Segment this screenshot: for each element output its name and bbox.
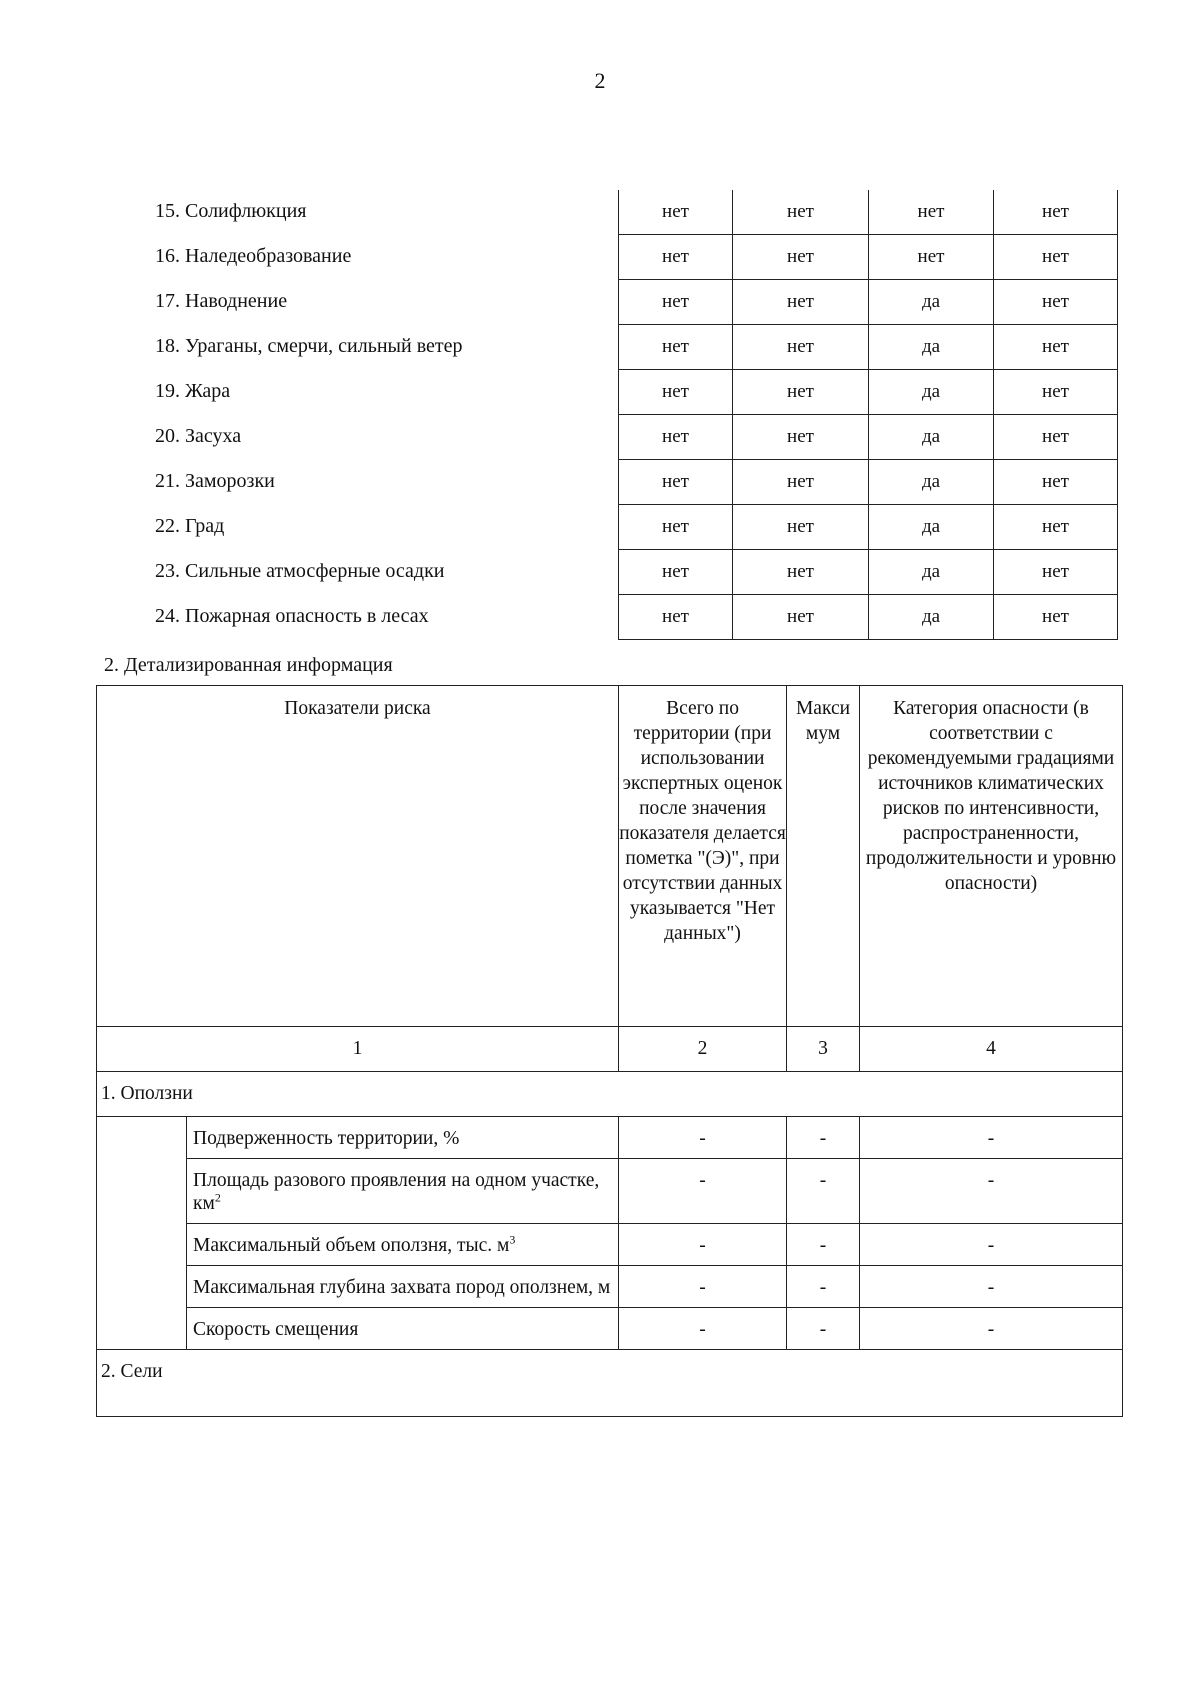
hazard-label: 19. Жара [155, 380, 231, 402]
indicator-label [187, 1266, 619, 1308]
hazard-value-cell: нет [733, 280, 869, 325]
hazard-row [0, 460, 1200, 505]
hazard-value-cell: да [869, 550, 994, 595]
hazard-row [0, 190, 1200, 235]
hazard-label: 15. Солифлюкция [155, 200, 307, 222]
hazard-values [618, 505, 1118, 550]
indicator-value: - [860, 1159, 1123, 1224]
hazard-value-cell: нет [994, 550, 1118, 595]
hazard-value-cell: нет [619, 505, 733, 550]
group-title: 1. Оползни [97, 1072, 1123, 1117]
hazard-row [0, 370, 1200, 415]
hazard-label: 21. Заморозки [155, 470, 275, 492]
hazard-value-cell: нет [619, 280, 733, 325]
hazard-value-cell: нет [733, 325, 869, 370]
indicator-value: - [860, 1117, 1123, 1159]
hazard-list [0, 190, 1200, 640]
hazard-row [0, 325, 1200, 370]
header-risk-indicators: Показатели риска [97, 686, 619, 1027]
hazard-value-cell: нет [733, 550, 869, 595]
hazard-value-cell: нет [733, 370, 869, 415]
indicator-value: - [787, 1266, 860, 1308]
hazard-row [0, 415, 1200, 460]
hazard-values [618, 190, 1118, 235]
hazard-value-cell: нет [619, 415, 733, 460]
hazard-value-cell: нет [994, 595, 1118, 640]
indicator-label [187, 1224, 619, 1266]
hazard-value-cell: нет [619, 595, 733, 640]
indicator-value: - [619, 1308, 787, 1350]
hazard-value-cell: нет [733, 235, 869, 280]
header-total-territory: Всего по территории (при использовании экспертных оценок после значения показателя делается пометка "(Э)", при отсутствии данных указывается "Нет данных") [619, 686, 787, 1027]
indicator-row [97, 1117, 1123, 1159]
indicator-value: - [787, 1224, 860, 1266]
hazard-value-cell: нет [733, 505, 869, 550]
indent-cell [97, 1117, 187, 1350]
hazard-value-cell: нет [733, 190, 869, 235]
hazard-value-cell: нет [994, 235, 1118, 280]
hazard-values [618, 415, 1118, 460]
indicator-value: - [787, 1117, 860, 1159]
header-hazard-category: Категория опасности (в соответствии с рекомендуемыми градациями источников климатических рисков по интенсивности, распространенности, продолжительности и уровню опасности) [860, 686, 1123, 1027]
hazard-values [618, 280, 1118, 325]
hazard-value-cell: да [869, 415, 994, 460]
indicator-label [187, 1117, 619, 1159]
indicator-label [187, 1159, 619, 1224]
unit-superscript: 2 [214, 1190, 221, 1205]
hazard-value-cell: да [869, 595, 994, 640]
hazard-label: 24. Пожарная опасность в лесах [155, 605, 429, 627]
column-number-row [97, 1027, 1123, 1072]
hazard-row [0, 280, 1200, 325]
header-row [97, 686, 1123, 1027]
indicator-row [97, 1224, 1123, 1266]
hazard-values [618, 595, 1118, 640]
hazard-values [618, 325, 1118, 370]
hazard-label: 22. Град [155, 515, 225, 537]
indicator-text: Подверженность территории, % [193, 1128, 460, 1149]
hazard-label: 17. Наводнение [155, 290, 288, 312]
hazard-value-cell: нет [619, 325, 733, 370]
hazard-value-cell: нет [994, 370, 1118, 415]
indicator-row [97, 1159, 1123, 1224]
hazard-values [618, 235, 1118, 280]
page-number: 2 [594, 68, 606, 93]
indicator-value: - [619, 1224, 787, 1266]
hazard-value-cell: нет [619, 550, 733, 595]
indicator-row [97, 1266, 1123, 1308]
hazard-value-cell: нет [619, 235, 733, 280]
indicator-row [97, 1308, 1123, 1350]
column-number: 4 [860, 1027, 1123, 1072]
indicator-value: - [860, 1266, 1123, 1308]
hazard-value-cell: нет [994, 280, 1118, 325]
hazard-row [0, 505, 1200, 550]
hazard-value-cell: нет [994, 325, 1118, 370]
indicator-value: - [787, 1308, 860, 1350]
hazard-label: 20. Засуха [155, 425, 242, 447]
indicator-value: - [787, 1159, 860, 1224]
indicator-label [187, 1308, 619, 1350]
hazard-value-cell: нет [869, 190, 994, 235]
section-title: 2. Детализированная информация [104, 654, 393, 676]
hazard-value-cell: нет [869, 235, 994, 280]
hazard-value-cell: да [869, 370, 994, 415]
hazard-row [0, 550, 1200, 595]
hazard-value-cell: нет [733, 460, 869, 505]
unit-superscript: 3 [509, 1232, 516, 1247]
hazard-value-cell: нет [619, 370, 733, 415]
hazard-row [0, 235, 1200, 280]
hazard-values [618, 550, 1118, 595]
hazard-value-cell: да [869, 505, 994, 550]
indicator-value: - [619, 1266, 787, 1308]
hazard-label: 18. Ураганы, смерчи, сильный ветер [155, 335, 463, 357]
indicator-text: Максимальная глубина захвата пород оползнем, м [193, 1277, 611, 1298]
header-maximum: Макси мум [787, 686, 860, 1027]
group-row [97, 1072, 1123, 1117]
hazard-row [0, 595, 1200, 640]
hazard-label: 23. Сильные атмосферные осадки [155, 560, 445, 582]
hazard-value-cell: нет [619, 460, 733, 505]
indicator-text: Скорость смещения [193, 1319, 359, 1340]
hazard-value-cell: да [869, 280, 994, 325]
group-title: 2. Сели [97, 1350, 1123, 1417]
hazard-value-cell: нет [994, 505, 1118, 550]
hazard-values [618, 460, 1118, 505]
hazard-value-cell: да [869, 460, 994, 505]
hazard-value-cell: нет [994, 415, 1118, 460]
hazard-values [618, 370, 1118, 415]
indicator-value: - [619, 1159, 787, 1224]
hazard-value-cell: нет [733, 595, 869, 640]
detail-table [96, 685, 1123, 1417]
column-number: 1 [97, 1027, 619, 1072]
group-row [97, 1350, 1123, 1417]
column-number: 2 [619, 1027, 787, 1072]
hazard-label: 16. Наледеобразование [155, 245, 352, 267]
hazard-value-cell: нет [619, 190, 733, 235]
indicator-value: - [619, 1117, 787, 1159]
hazard-value-cell: да [869, 325, 994, 370]
hazard-value-cell: нет [994, 460, 1118, 505]
indicator-text: Площадь разового проявления на одном участке, км [193, 1170, 600, 1214]
indicator-value: - [860, 1224, 1123, 1266]
column-number: 3 [787, 1027, 860, 1072]
hazard-value-cell: нет [994, 190, 1118, 235]
indicator-text: Максимальный объем оползня, тыс. м [193, 1235, 510, 1256]
indicator-value: - [860, 1308, 1123, 1350]
hazard-value-cell: нет [733, 415, 869, 460]
